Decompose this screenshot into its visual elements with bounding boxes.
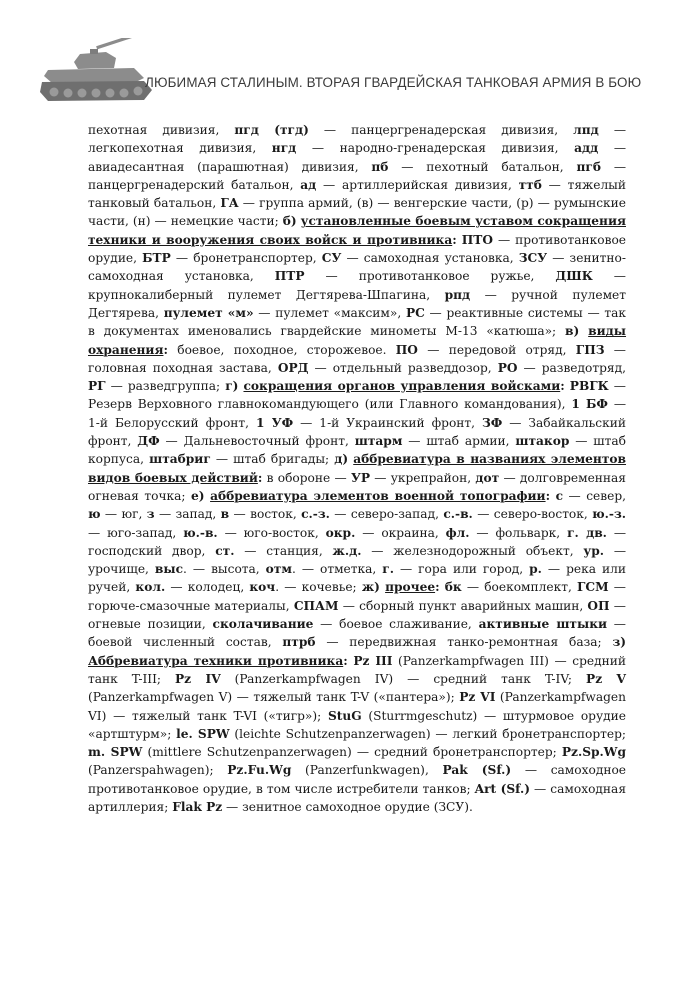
page-header: [0, 0, 682, 110]
running-title: ЛЮБИМАЯ СТАЛИНЫМ. ВТОРАЯ ГВАРДЕЙСКАЯ ТАНКОВАЯ АРМИЯ В БОЮ: [145, 75, 642, 90]
body-paragraph: пехотная дивизия, пгд (тгд) — панцергренадерская дивизия, лпд — легкопехотная дивизия, нгд — народно-гренадерская дивизия, адд — авиадесантная (парашютная) дивизия, пб — пехотный батальон, пгб — панцергренадерский батальон, ад — артиллерийская дивизия, ттб — тяжелый танковый батальон, ГА — группа армий, (в) — венгерские части, (р) — румынские части, (н) — немецкие части; б) установленные боевым уставом сокращения техники и вооружения своих войск и противника: ПТО — противотанковое орудие, БТР — бронетранспортер, СУ — самоходная установка, ЗСУ — зенитно-самоходная установка, ПТР — противотанковое ружье, ДШК — крупнокалиберный пулемет Дегтярева-Шпагина, рпд — ручной пулемет Дегтярева, пулемет «м» — пулемет «максим», РС — реактивные системы — так в документах именовались гвардейские минометы М-13 «катюша»; в) виды охранения: боевое, походное, сторожевое. ПО — передовой отряд, ГПЗ — головная походная застава, ОРД — отдельный разведдозор, РО — разведотряд, РГ — разведгруппа; г) сокращения органов управления войсками: РВГК — Резерв Верховного главнокомандующего (или Главного командования), 1 БФ — 1-й Белорусский фронт, 1 УФ — 1-й Украинский фронт, ЗФ — Забайкальский фронт, ДФ — Дальневосточный фронт, штарм — штаб армии, штакор — штаб корпуса, штабриг — штаб бригады; д) аббревиатура в названиях элементов видов боевых действий: в обороне — УР — укрепрайон, дот — долговременная огневая точка; е) аббревиатура элементов военной топографии: с — север, ю — юг, з — запад, в — восток, с.-з. — северо-запад, с.-в. — северо-восток, ю.-з. — юго-запад, ю.-в. — юго-восток, окр. — окраина, фл. — фольварк, г. дв. — господский двор, ст. — станция, ж.д. — железнодорожный объект, ур. — урочище, выс. — высота, отм. — отметка, г. — гора или город, р. — река или ручей, кол. — колодец, коч. — кочевье; ж) прочее: бк — боекомплект, ГСМ — горюче-смазочные материалы, СПАМ — сборный пункт аварийных машин, ОП — огневые позиции, сколачивание — боевое слаживание, активные штыки — боевой численный состав, птрб — передвижная танко-ремонтная база; з) Аббревиатура техники противника: Pz III (Panzerkampfwagen III) — средний танк T-III; Pz IV (Panzerkampfwagen IV) — средний танк T-IV; Pz V (Panzerkampfwagen V) — тяжелый танк T-V («пантера»); Pz VI (Panzerkampfwagen VI) — тяжелый танк T-VI («тигр»); StuG (Sturrmgeschutz) — штурмовое орудие «артштурм»; le. SPW (leichte Schutzenpanzerwagen) — легкий бронетранспортер; m. SPW (mittlere Schutzenpanzerwagen) — средний бронетранспортер; Pz.Sp.Wg (Panzerspahwagen); Pz.Fu.Wg (Panzerfunkwagen), Pak (Sf.) — самоходное противотанковое орудие, в том числе истребители танков; Art (Sf.) — самоходная артиллерия; Flak Pz — зенитное самоходное орудие (ЗСУ).: [88, 123, 627, 814]
tank-icon: [40, 38, 160, 102]
